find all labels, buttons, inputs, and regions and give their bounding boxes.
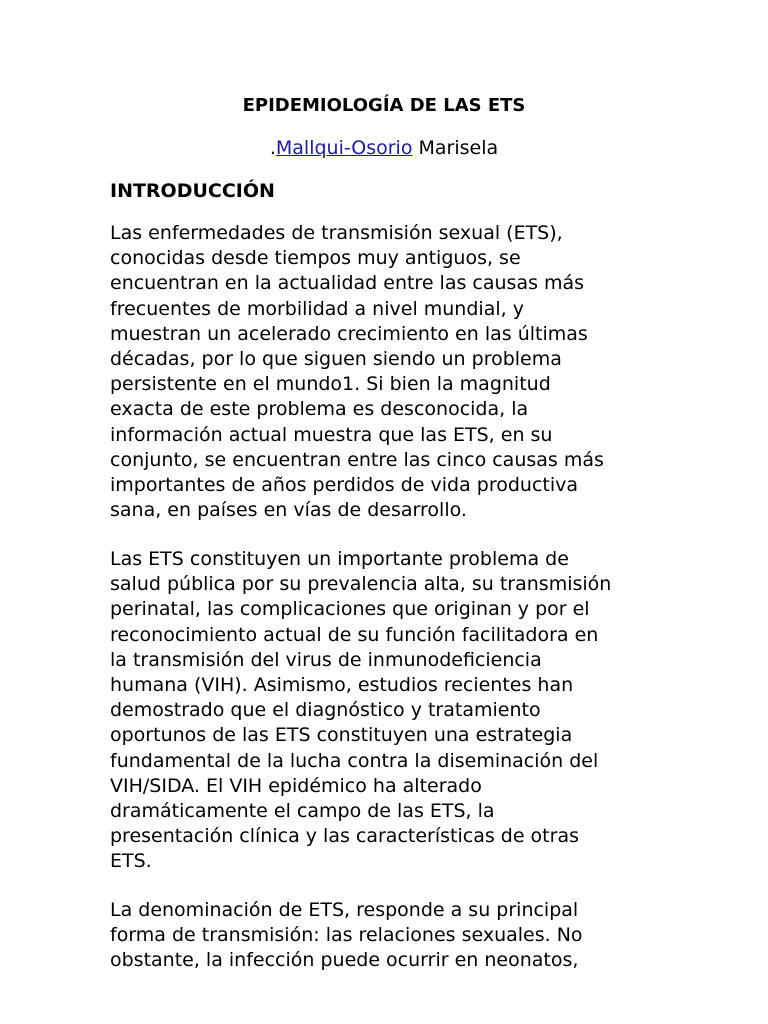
section-heading: INTRODUCCIÓN	[110, 180, 275, 202]
paragraph-line: Las ETS constituyen un importante problema de	[110, 548, 569, 570]
paragraph-line: conocidas desde tiempos muy antiguos, se	[110, 247, 521, 270]
paragraph-line: fundamental de la lucha contra la diseminación del	[110, 749, 599, 772]
paragraph	[110, 898, 670, 974]
paragraph-line: décadas, por lo que siguen siendo un problema	[110, 348, 562, 371]
paragraph-line: forma de transmisión: las relaciones sexuales. No	[110, 924, 583, 947]
paragraph-line: exacta de este problema es desconocida, la	[110, 398, 529, 421]
paragraph	[110, 547, 670, 875]
author-name-suffix: Marisela	[412, 137, 499, 159]
paragraph-line: encuentran en la actualidad entre las causas más	[110, 272, 585, 295]
author-prefix: .	[269, 137, 276, 159]
paragraph-line: perinatal, las complicaciones que originan y por el	[110, 598, 590, 621]
paragraph-line: humana (VIH). Asimismo, estudios recientes han	[110, 674, 574, 697]
paragraph-line: ETS.	[110, 850, 152, 873]
paragraph-line: obstante, la infección puede ocurrir en neonatos,	[110, 949, 579, 972]
paragraph-line: la transmisión del virus de inmunodeficiencia	[110, 648, 542, 671]
paragraph-line: dramáticamente el campo de las ETS, la	[110, 800, 495, 823]
paragraph-line: importantes de años perdidos de vida productiva	[110, 474, 579, 497]
paragraph-line: La denominación de ETS, responde a su principal	[110, 899, 579, 921]
paragraph	[110, 221, 670, 523]
paragraph-line: persistente en el mundo1. Si bien la magnitud	[110, 373, 551, 396]
paragraph-line: oportunos de las ETS constituyen una estrategia	[110, 724, 573, 747]
paragraph-line: presentación clínica y las características de otras	[110, 825, 579, 848]
paragraph-line: conjunto, se encuentran entre las cinco causas más	[110, 448, 604, 471]
paragraph-line: frecuentes de morbilidad a nivel mundial, y	[110, 297, 524, 320]
paragraph-line: sana, en países en vías de desarrollo.	[110, 499, 467, 522]
paragraph-line: reconocimiento actual de su función facilitadora en	[110, 623, 599, 646]
document-title: EPIDEMIOLOGÍA DE LAS ETS	[242, 95, 526, 116]
paragraph-line: salud pública por su prevalencia alta, su transmisión	[110, 573, 612, 596]
paragraph-line: información actual muestra que las ETS, en su	[110, 423, 553, 446]
author-line	[0, 135, 768, 161]
paragraph-line: Las enfermedades de transmisión sexual (ETS),	[110, 222, 563, 244]
paragraph-line: VIH/SIDA. El VIH epidémico ha alterado	[110, 774, 482, 797]
paragraph-line: muestran un acelerado crecimiento en las últimas	[110, 322, 588, 345]
paragraph-line: demostrado que el diagnóstico y tratamiento	[110, 699, 541, 722]
author-link[interactable]: Mallqui-Osorio	[275, 137, 413, 159]
